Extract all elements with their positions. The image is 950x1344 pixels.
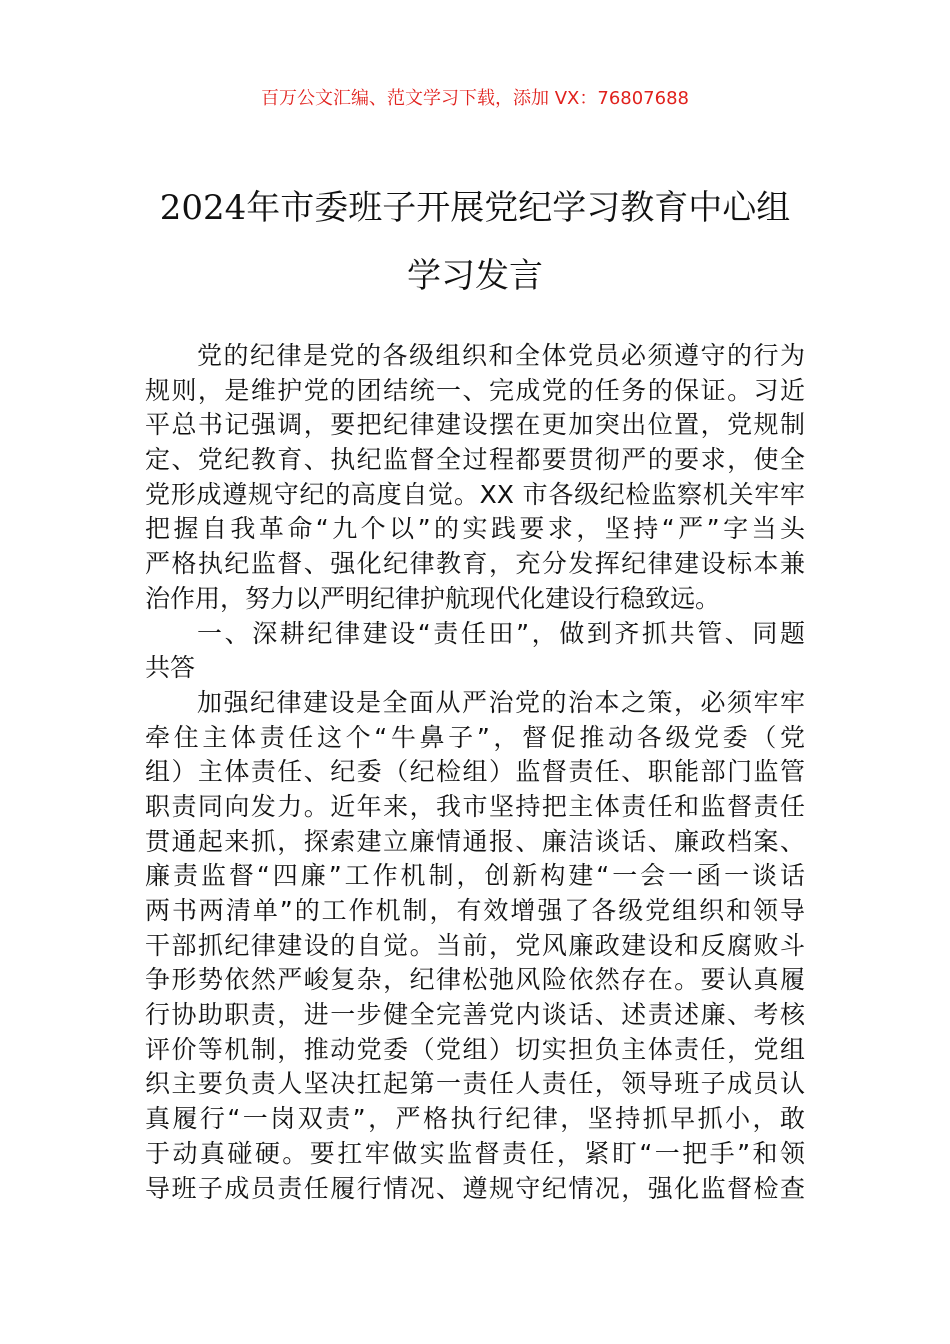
text-line: 争形势依然严峻复杂，纪律松弛风险依然存在。要认真履 [145, 965, 805, 995]
text-line: 于动真碰硬。要扛牢做实监督责任，紧盯“一把手”和领 [145, 1138, 805, 1168]
text-line: 把握自我革命“九个以”的实践要求，坚持“严”字当头 [145, 514, 805, 544]
document-title-line-2: 学习发言 [407, 256, 543, 296]
text-line: 真履行“一岗双责”，严格执行纪律，坚持抓早抓小，敢 [145, 1104, 805, 1134]
text-line: 廉责监督“四廉”工作机制，创新构建“一会一函一谈话 [145, 861, 805, 891]
text-line: 党形成遵规守纪的高度自觉。XX 市各级纪检监察机关牢牢 [145, 479, 805, 509]
text-line: 贯通起来抓，探索建立廉情通报、廉洁谈话、廉政档案、 [145, 826, 805, 856]
text-line: 牵住主体责任这个“牛鼻子”，督促推动各级党委（党 [145, 722, 805, 752]
text-line: 职责同向发力。近年来，我市坚持把主体责任和监督责任 [145, 791, 805, 821]
text-line: 党的纪律是党的各级组织和全体党员必须遵守的行为 [197, 341, 805, 370]
text-line: 治作用，努力以严明纪律护航现代化建设行稳致远。 [145, 583, 721, 613]
text-line: 导班子成员责任履行情况、遵规守纪情况，强化监督检查 [145, 1173, 805, 1203]
watermark-header: 百万公文汇编、范文学习下载，添加 VX：76807688 [261, 88, 689, 109]
section-heading-line: 一、深耕纪律建设“责任田”，做到齐抓共管、同题 [197, 618, 805, 648]
text-line: 评价等机制，推动党委（党组）切实担负主体责任，党组 [145, 1034, 805, 1064]
text-line: 织主要负责人坚决扛起第一责任人责任，领导班子成员认 [145, 1069, 805, 1099]
text-line: 两书两清单”的工作机制，有效增强了各级党组织和领导 [145, 896, 805, 925]
text-line: 平总书记强调，要把纪律建设摆在更加突出位置，党规制 [145, 410, 805, 440]
text-line: 定、党纪教育、执纪监督全过程都要贯彻严的要求，使全 [145, 445, 805, 475]
text-line: 组）主体责任、纪委（纪检组）监督责任、职能部门监管 [145, 757, 805, 787]
document-title-line-1: 2024年市委班子开展党纪学习教育中心组 [159, 188, 791, 228]
section-heading-line: 共答 [145, 653, 196, 683]
text-line: 严格执纪监督、强化纪律教育，充分发挥纪律建设标本兼 [145, 549, 805, 579]
document-body [145, 339, 805, 1206]
text-line: 干部抓纪律建设的自觉。当前，党风廉政建设和反腐败斗 [145, 930, 805, 960]
text-line: 规则，是维护党的团结统一、完成党的任务的保证。习近 [145, 375, 805, 405]
text-line: 加强纪律建设是全面从严治党的治本之策，必须牢牢 [197, 687, 805, 717]
text-line: 行协助职责，进一步健全完善党内谈话、述责述廉、考核 [145, 1000, 805, 1030]
